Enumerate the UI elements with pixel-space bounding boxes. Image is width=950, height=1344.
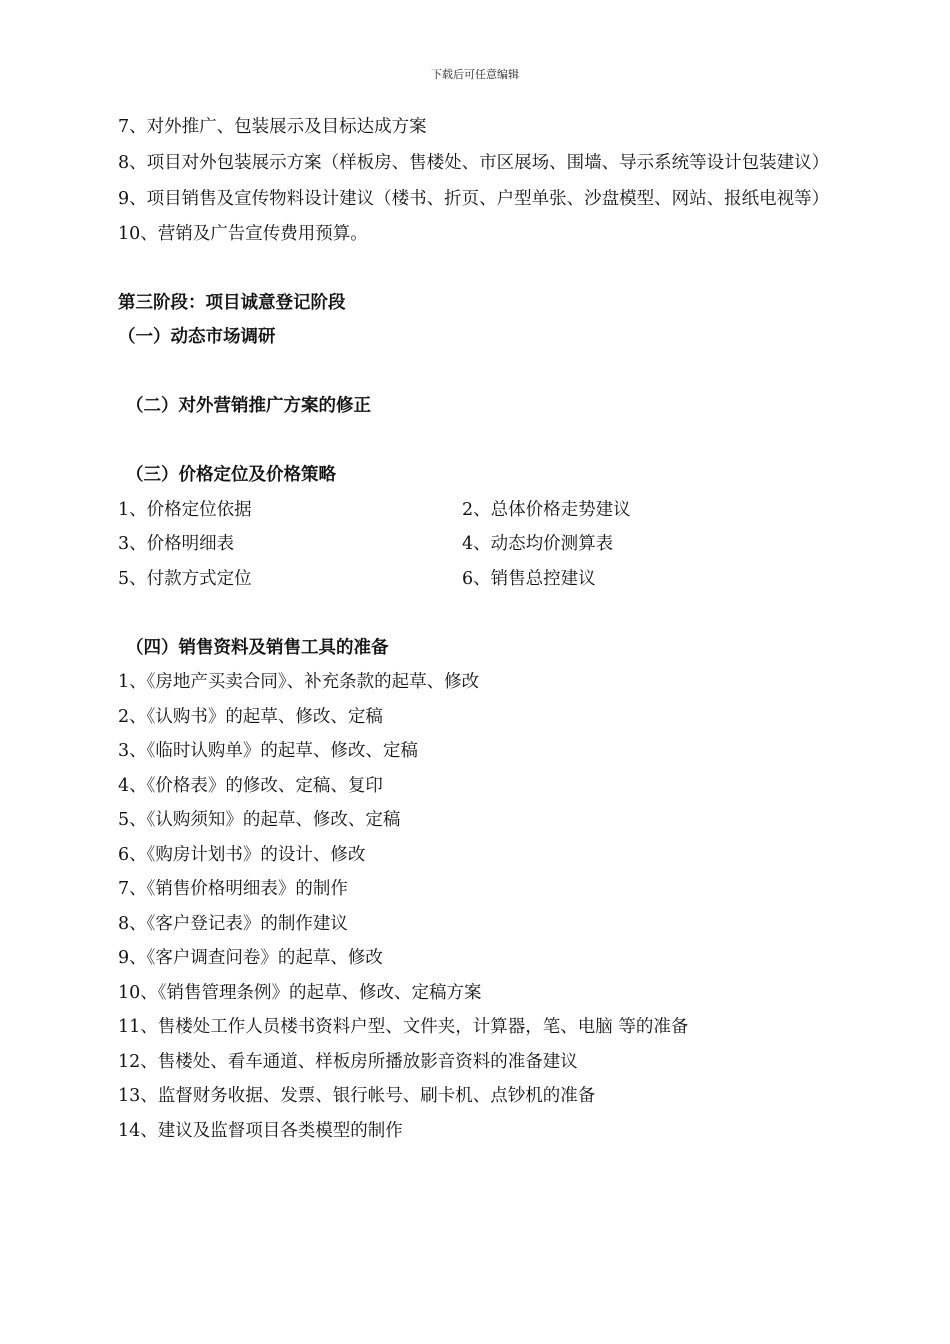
price-row bbox=[118, 527, 843, 562]
list-item: 3、价格明细表 bbox=[118, 534, 235, 554]
list-item: 1、价格定位依据 bbox=[118, 499, 252, 520]
section-title: 第三阶段：项目诚意登记阶段 bbox=[118, 292, 346, 313]
list-item: 8、项目对外包装展示方案（样板房、售楼处、市区展场、围墙、导示系统等设计包装建议） bbox=[118, 152, 830, 173]
list-item: 9、《客户调查问卷》的起草、修改 bbox=[118, 948, 383, 968]
subsection-title: （二）对外营销推广方案的修正 bbox=[126, 396, 371, 416]
list-item: 4、《价格表》的修改、定稿、复印 bbox=[118, 775, 383, 796]
list-item: 5、付款方式定位 bbox=[118, 568, 252, 589]
list-item: 12、售楼处、看车通道、样板房所播放影音资料的准备建议 bbox=[118, 1051, 578, 1072]
list-item: 8、《客户登记表》的制作建议 bbox=[118, 913, 348, 934]
subsection-title: （四）销售资料及销售工具的准备 bbox=[126, 637, 389, 658]
list-item: 1、《房地产买卖合同》、补充条款的起草、修改 bbox=[118, 672, 480, 692]
list-item: 13、监督财务收据、发票、银行帐号、刷卡机、点钞机的准备 bbox=[118, 1086, 596, 1106]
price-row bbox=[118, 493, 843, 528]
list-item: 10、营销及广告宣传费用预算。 bbox=[118, 223, 368, 244]
subsection-title: （三）价格定位及价格策略 bbox=[126, 465, 336, 485]
page-header: 下载后可任意编辑 bbox=[431, 68, 519, 81]
list-item: 2、《认购书》的起草、修改、定稿 bbox=[118, 706, 383, 727]
list-item: 6、《购房计划书》的设计、修改 bbox=[118, 844, 366, 865]
document-body bbox=[118, 110, 843, 1148]
list-item: 4、动态均价测算表 bbox=[462, 534, 614, 554]
list-item: 2、总体价格走势建议 bbox=[462, 499, 631, 520]
list-item: 3、《临时认购单》的起草、修改、定稿 bbox=[118, 741, 418, 761]
list-item: 6、销售总控建议 bbox=[462, 568, 596, 589]
list-item: 11、售楼处工作人员楼书资料户型、文件夹，计算器，笔、电脑 等的准备 bbox=[118, 1017, 689, 1037]
list-item: 7、《销售价格明细表》的制作 bbox=[118, 879, 348, 899]
subsection-title: （一）动态市场调研 bbox=[118, 327, 276, 347]
list-item: 7、对外推广、包装展示及目标达成方案 bbox=[118, 117, 427, 137]
list-item: 5、《认购须知》的起草、修改、定稿 bbox=[118, 810, 401, 830]
list-item: 9、项目销售及宣传物料设计建议（楼书、折页、户型单张、沙盘模型、网站、报纸电视等） bbox=[118, 188, 830, 209]
list-item: 14、建议及监督项目各类模型的制作 bbox=[118, 1120, 403, 1141]
list-item: 10、《销售管理条例》的起草、修改、定稿方案 bbox=[118, 982, 482, 1003]
price-row bbox=[118, 562, 843, 597]
